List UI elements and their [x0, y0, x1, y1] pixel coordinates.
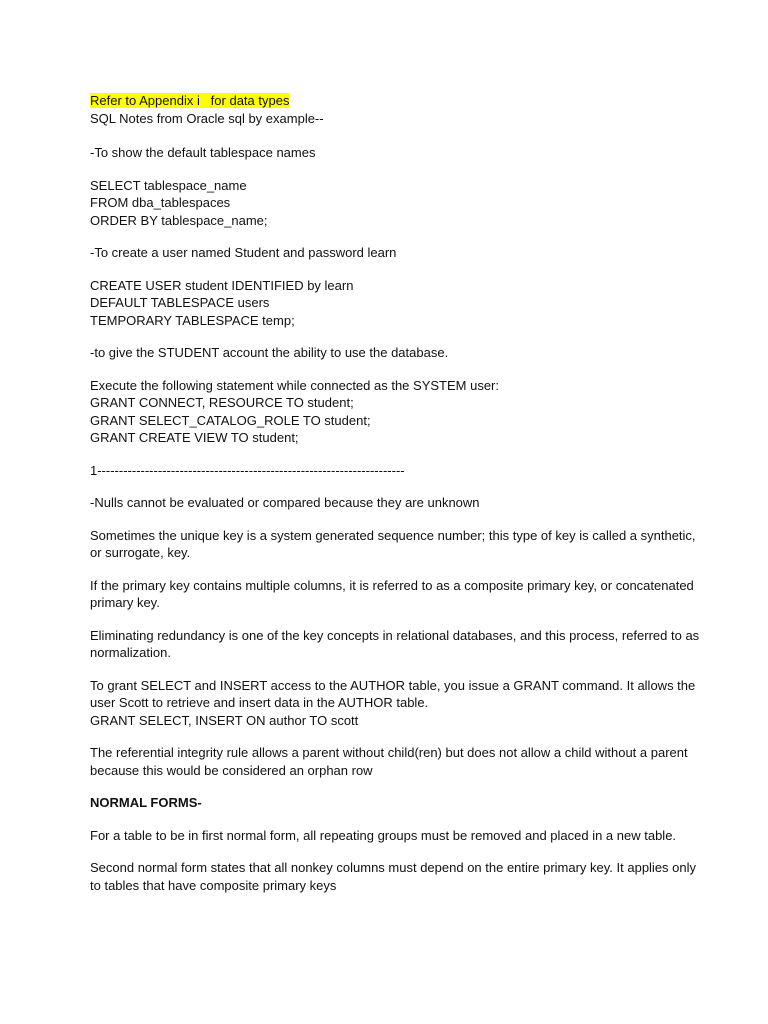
- sql-line: GRANT CREATE VIEW TO student;: [90, 430, 299, 445]
- sql-tablespace-query: [90, 177, 702, 230]
- sql-grant-block: [90, 377, 702, 447]
- document-title: SQL Notes from Oracle sql by example--: [90, 110, 324, 126]
- first-normal-form-paragraph: For a table to be in first normal form, all repeating groups must be removed and placed in a new table.: [90, 827, 677, 843]
- second-normal-form-paragraph: Second normal form states that all nonkey columns must depend on the entire primary key. It applies only to tables that have composite primary keys: [90, 860, 697, 893]
- normalization-paragraph: Eliminating redundancy is one of the key concepts in relational databases, and this process, referred to as normalization.: [90, 627, 700, 660]
- tablespace-comment-block: [90, 144, 702, 162]
- sql-line: CREATE USER student IDENTIFIED by learn: [90, 277, 354, 293]
- grant-select-note: To grant SELECT and INSERT access to the AUTHOR table, you issue a GRANT command. It allows the user Scott to retrieve and insert data in the AUTHOR table.: [90, 677, 696, 710]
- referential-integrity-paragraph: The referential integrity rule allows a parent without child(ren) but does not allow a child without a parent because this would be considered an orphan row: [90, 745, 688, 778]
- sql-line: SELECT tablespace_name: [90, 177, 247, 193]
- synthetic-key-paragraph: Sometimes the unique key is a system generated sequence number; this type of key is called a synthetic, or surrogate, key.: [90, 527, 696, 560]
- sql-line: ORDER BY tablespace_name;: [90, 212, 268, 228]
- create-user-comment-block: [90, 244, 702, 262]
- sql-create-user: [90, 277, 702, 330]
- sql-line: GRANT CONNECT, RESOURCE TO student;: [90, 395, 354, 410]
- document-body: [90, 92, 702, 909]
- header-block: [90, 92, 702, 127]
- nulls-block: [90, 494, 702, 512]
- divider-block: [90, 462, 702, 480]
- appendix-highlight: Refer to Appendix i for data types: [90, 93, 290, 108]
- sql-line: GRANT SELECT, INSERT ON author TO scott: [90, 712, 359, 728]
- sql-line: DEFAULT TABLESPACE users: [90, 295, 270, 310]
- sql-line: FROM dba_tablespaces: [90, 195, 231, 210]
- normal-forms-heading: NORMAL FORMS-: [90, 795, 202, 810]
- sql-line: TEMPORARY TABLESPACE temp;: [90, 312, 295, 328]
- tablespace-comment: -To show the default tablespace names: [90, 145, 316, 160]
- section-divider: 1-----------------------------------------------------------------------: [90, 462, 405, 478]
- nulls-note: -Nulls cannot be evaluated or compared because they are unknown: [90, 495, 480, 510]
- appendix-reference: [90, 92, 702, 110]
- create-user-comment: -To create a user named Student and password learn: [90, 245, 397, 260]
- grant-comment: -to give the STUDENT account the ability to use the database.: [90, 345, 449, 360]
- sql-line: GRANT SELECT_CATALOG_ROLE TO student;: [90, 412, 371, 428]
- grant-comment-block: [90, 344, 702, 362]
- composite-key-paragraph: If the primary key contains multiple columns, it is referred to as a composite primary key, or concatenated primary key.: [90, 577, 694, 610]
- exec-note: Execute the following statement while connected as the SYSTEM user:: [90, 377, 499, 393]
- normal-forms-heading-block: [90, 794, 702, 812]
- grant-select-block: [90, 677, 702, 730]
